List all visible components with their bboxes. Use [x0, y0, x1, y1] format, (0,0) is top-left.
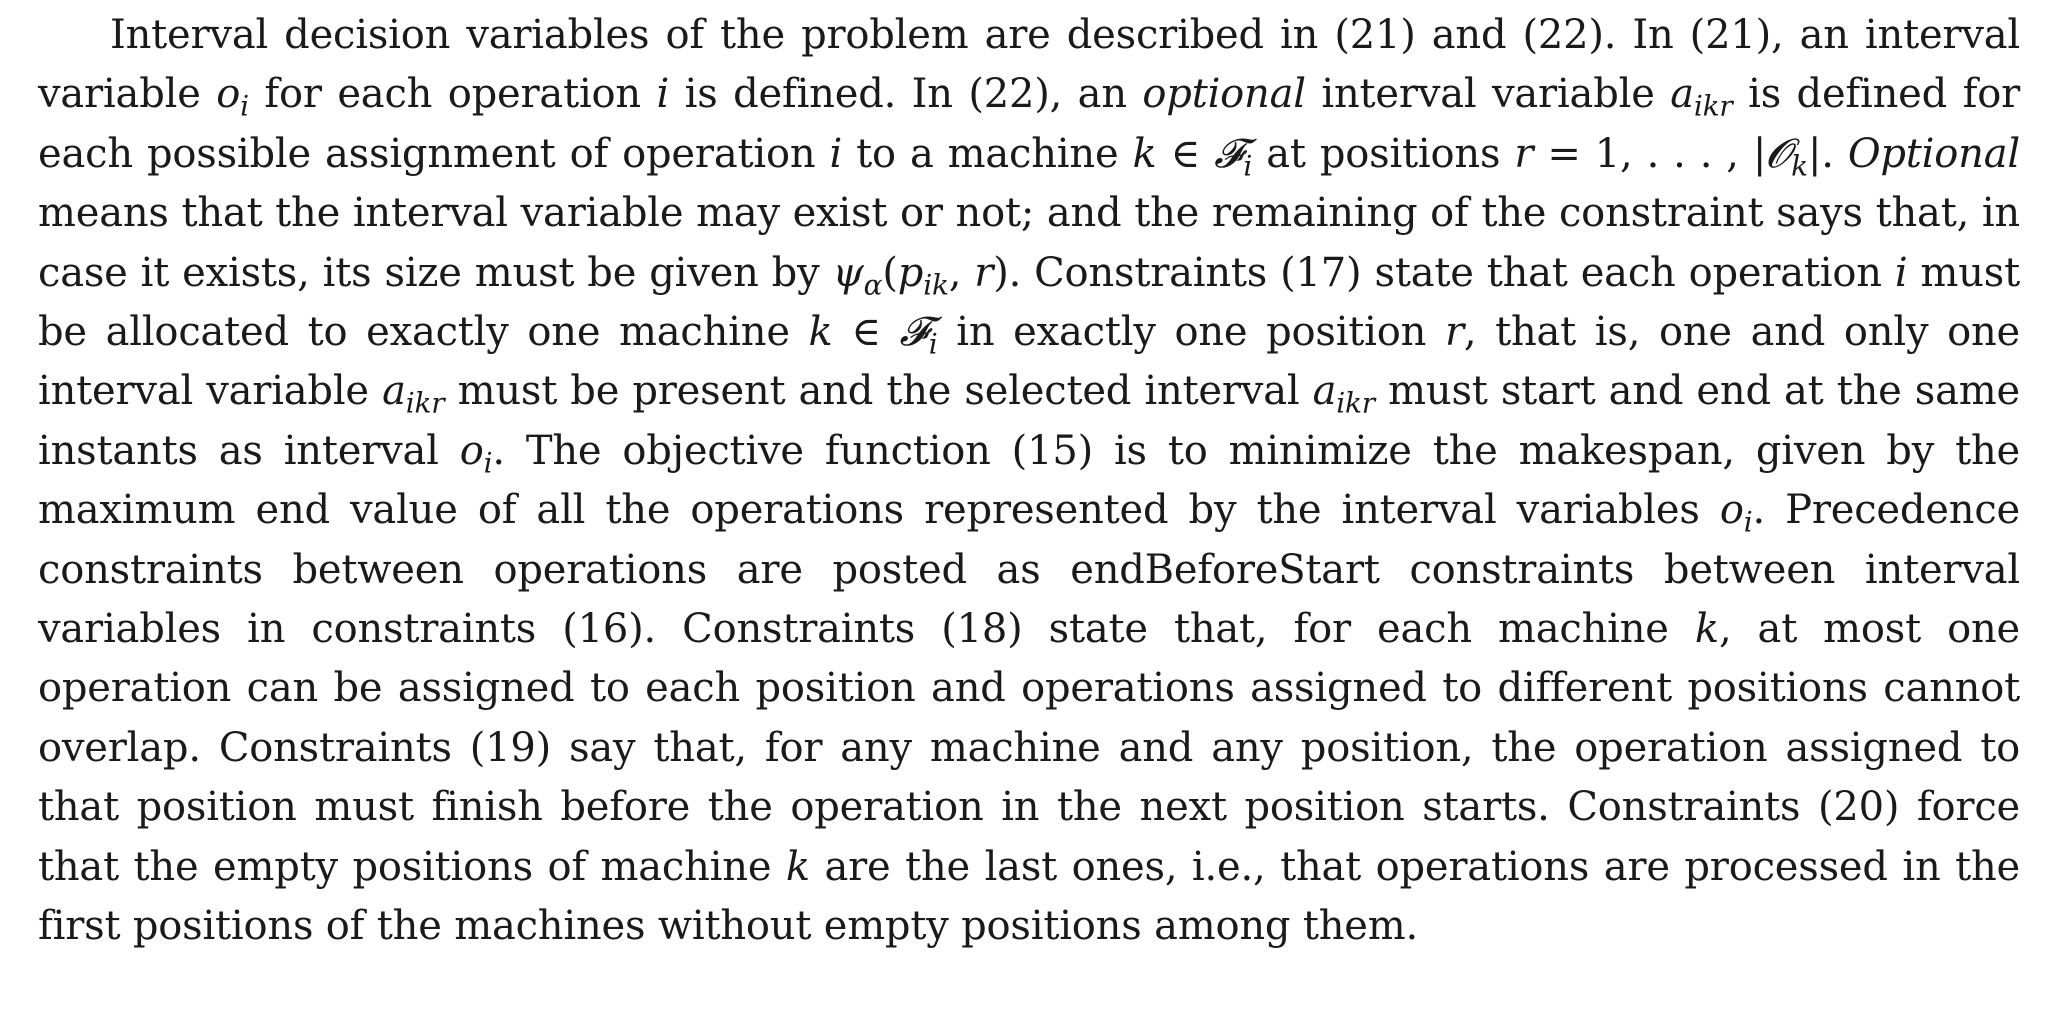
math-a-ikr: $a_{ikr}$	[1670, 71, 1733, 123]
text-run: (	[882, 249, 898, 296]
math-o-i: $o_i$	[216, 71, 249, 123]
paragraph	[38, 6, 2020, 957]
math-i: i	[656, 71, 670, 118]
text-run: interval variable	[1305, 71, 1671, 118]
math-F-i: 𝓕$_i$	[899, 309, 938, 361]
text-run: is defined. In (22), an	[669, 71, 1143, 118]
text-run: for each operation	[248, 71, 657, 118]
text-run: must be present and the selected interval	[444, 368, 1313, 415]
text-run: . Precedence constraints between operations are posted as endBeforeStart constraints between interval variables in constraints (16). Constraints (18) state that, for each machine	[38, 487, 2021, 653]
math-F-i: 𝓕$_i$	[1214, 130, 1253, 183]
text-run: . The objective function (15) is to minimize the makespan, given by the maximum end value of all the operations represented by the interval variables	[38, 427, 2020, 534]
math-psi-alpha: $\psi_\alpha$	[832, 249, 883, 302]
math-o-i: $o_i$	[1719, 487, 1753, 539]
math-r: r	[1444, 309, 1464, 356]
math-k: k	[1694, 606, 1719, 653]
text-run: means that the interval variable may exist or not; and the remaining of the constraint says that, in case it exists, its size must be given by	[38, 190, 2020, 296]
text-run: must start and end at the same instants as interval	[38, 368, 2020, 474]
text-run: are the last ones, i.e., that operations are processed in the first positions of the machines without empty positions among them.	[38, 843, 2020, 950]
math-k: k	[1132, 130, 1157, 177]
emph-optional: optional	[1142, 71, 1306, 118]
math-O-k: 𝓞$_k$	[1766, 130, 1808, 183]
text-run: |.	[1807, 130, 1848, 177]
math-r: r	[974, 249, 994, 296]
math-k: k	[808, 309, 833, 356]
text-run: ,	[948, 249, 975, 296]
text-run: in exactly one position	[937, 309, 1445, 356]
text-run: Interval decision variables of the problem are described in (21) and (22). In (21), an interval variable	[38, 12, 2020, 118]
text-page	[38, 6, 2020, 957]
text-run: , that is, one and only one interval variable	[38, 309, 2020, 415]
math-in: ∈	[1156, 130, 1215, 177]
text-run: = 1, . . . , |	[1533, 130, 1767, 177]
text-run: is defined for each possible assignment of operation	[38, 71, 2020, 177]
text-run: ). Constraints (17) state that each operation	[993, 249, 1895, 296]
math-a-ikr: $a_{ikr}$	[382, 368, 445, 420]
math-i: i	[1894, 249, 1908, 296]
math-i: i	[829, 130, 843, 177]
math-o-i: $o_i$	[459, 427, 493, 480]
math-p-ik: $p_{ik}$	[897, 249, 949, 302]
emph-Optional: Optional	[1847, 130, 2020, 177]
text-run: to a machine	[842, 130, 1133, 177]
text-run: , at most one operation can be assigned to each position and operations assigned to different positions cannot overlap. Constraints (19) say that, for any machine and any position, the operation assigned to that position must finish before the operation in the next position starts. Constraints (20) force that the empty positions of machine	[38, 606, 2021, 890]
text-run: must be allocated to exactly one machine	[38, 249, 2020, 356]
math-a-ikr: $a_{ikr}$	[1312, 368, 1375, 420]
math-in: ∈	[832, 309, 900, 356]
text-run: at positions	[1252, 130, 1515, 177]
math-r: r	[1514, 130, 1534, 177]
math-k: k	[785, 843, 810, 890]
